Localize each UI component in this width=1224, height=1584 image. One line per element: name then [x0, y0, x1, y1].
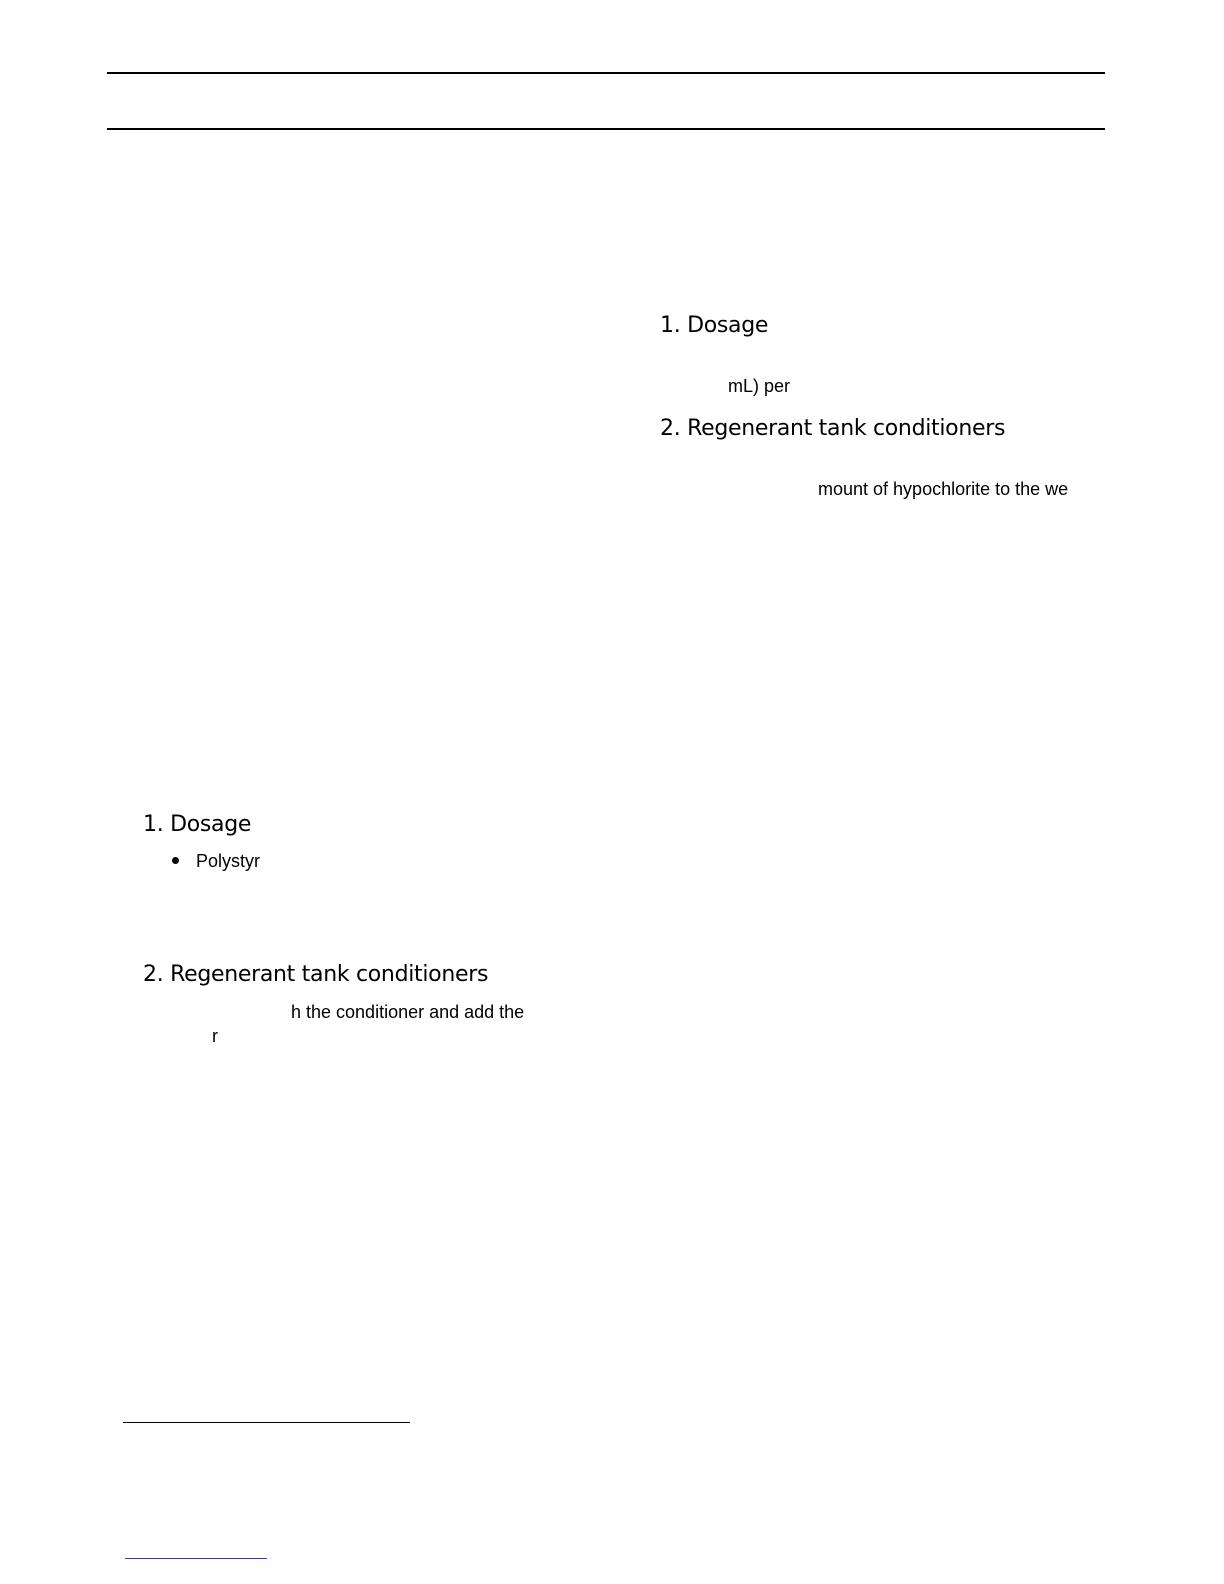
footnote-link-underline[interactable]	[125, 1558, 267, 1559]
right-regenerant-text: mount of hypochlorite to the we	[818, 479, 1069, 499]
left-regenerant-heading: 2. Regenerant tank conditioners	[143, 962, 489, 987]
right-dosage-heading: 1. Dosage	[660, 313, 769, 338]
left-dosage-heading: 1. Dosage	[143, 812, 252, 837]
left-regenerant-line-2: r	[212, 1026, 218, 1046]
header-bottom-rule	[107, 128, 1105, 130]
footnote-separator	[123, 1422, 410, 1423]
left-regenerant-line-1: h the conditioner and add the	[291, 1002, 525, 1022]
bullet-dot-icon	[172, 857, 179, 864]
left-dosage-bullet-item: Polystyr	[196, 851, 261, 871]
right-dosage-text: mL) per	[728, 376, 791, 396]
right-regenerant-heading: 2. Regenerant tank conditioners	[660, 416, 1006, 441]
header-top-rule	[107, 72, 1105, 74]
